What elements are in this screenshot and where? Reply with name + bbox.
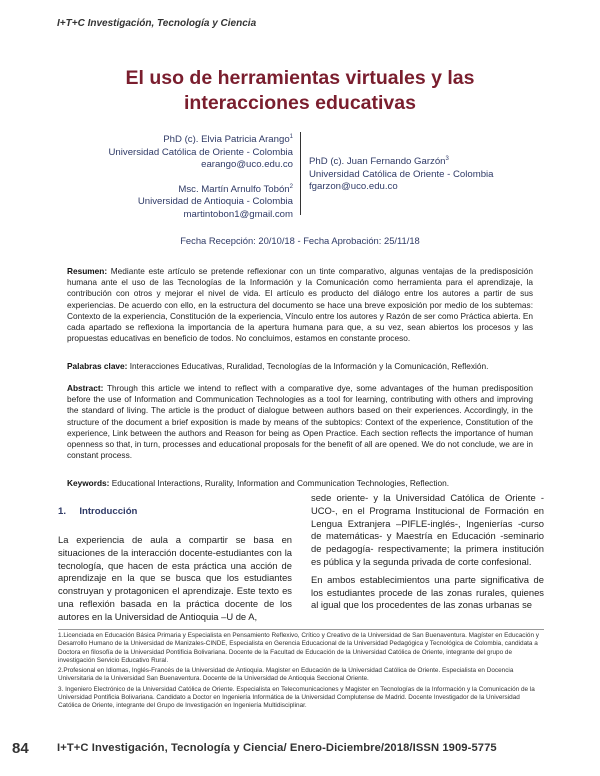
author-divider [300, 132, 301, 215]
keywords-paragraph [67, 478, 533, 489]
footnote-3: 3. Ingeniero Electrónico de la Universidad Católica de Oriente. Especialista en Telecomunicaciones y Magister en Tecnologías de la Información y la Comunicación de la Universidad Pontificia Bolivariana. Candidato a Doctor en Ingeniería Informática de la Universidad Complutense de Madrid. Docente Investigador de la Universidad Católica de Oriente, integrante del Grupo de Investigación en Ingeniería Multidisciplinar. [58, 685, 535, 710]
author-email[interactable]: earango@uco.edu.co [201, 159, 293, 171]
body-column-left [58, 534, 292, 629]
authors-right [309, 153, 494, 194]
resumen-text: Mediante este artículo se pretende reflexionar con un tinte comparativo, algunas ventajas de la predisposición humana ante el uso de las Tecnologías de la Información y la Comunicación como herramienta para el aprendizaje, la contribución con otros y mejorar el nivel de vida. El artículo es producto del diálogo entre los autores a partir de sus experiencias. De acuerdo con ello, en la estructura del documento se hace una breve exposición por medio de los subtemas: Contexto de la experiencia, Constitución de la experiencia, Vínculo entre los autores y Razón de ser como Práctica abierta. En cada apartado se reflexiona la importancia de la apertura humana para que, a su vez, sean abiertos los procesos y las propuestas educativas en beneficio de todos. No concluimos, estamos en constante proceso. [67, 266, 533, 344]
author-email[interactable]: martintobon1@gmail.com [183, 208, 293, 220]
palabras-clave-text: Interacciones Educativas, Ruralidad, Tecnologías de la Información y la Comunicación, Reflexión. [129, 361, 489, 371]
palabras-clave-paragraph [67, 361, 533, 372]
author-email[interactable]: fgarzon@uco.edu.co [309, 181, 398, 193]
author-affiliation: Universidad Católica de Oriente - Colombia [309, 168, 494, 180]
running-header: I+T+C Investigación, Tecnología y Ciencia [57, 18, 257, 29]
footnote-2: 2.Profesional en Idiomas, Inglés-Francés de la Universidad de Antioquia. Magister en Educación de la Universidad Católica de Oriente. Especialista en Docencia Universitaria de la Universidad San Buenaventura. Docente de la Universidad de Antioquia Seccional Oriente. [58, 667, 514, 683]
author-footnote-mark: 3 [445, 156, 449, 162]
author-footnote-mark: 2 [289, 183, 293, 190]
body-paragraph: La experiencia de aula a compartir se basa en situaciones de la interacción docente-estudiantes con la tecnología, que hacen de esta práctica una acción de aprendizaje en la que se busca que los estudiantes construyan y protagonicen el aprendizaje. Este texto es una reflexión basada en la práctica docente de los autores en la Universidad de Antioquia –U de A, [58, 534, 292, 622]
article-title: El uso de herramientas virtuales y las interacciones educativas [125, 67, 475, 114]
resumen-label: Resumen: [67, 266, 108, 276]
resumen-paragraph [67, 266, 533, 344]
page-number: 84 [12, 740, 29, 757]
reception-dates: Fecha Recepción: 20/10/18 - Fecha Aprobación: 25/11/18 [180, 235, 420, 246]
author-2 [109, 181, 294, 222]
author-name: PhD (c). Juan Fernando Garzón [309, 156, 446, 168]
palabras-clave-label: Palabras clave: [67, 361, 128, 371]
section-heading: 1. Introducción [58, 506, 138, 517]
abstract-paragraph [67, 383, 533, 461]
author-1 [109, 131, 294, 172]
author-footnote-mark: 1 [289, 134, 293, 140]
journal-footer: I+T+C Investigación, Tecnología y Ciencia/ Enero-Diciembre/2018/ISSN 1909-5775 [57, 742, 497, 754]
author-affiliation: Universidad Católica de Oriente - Colombia [108, 146, 293, 158]
body-paragraph: sede oriente- y la Universidad Católica de Oriente -UCO-, en el Programa Institucional de Formación en Lengua Extranjera –PIFLE-inglés-, Ingenierías -curso de matemáticas- y Maestría en Educación -seminario de pedagogía- respectivamente; la primera institución es pública y la segunda privada de corte confesional. [311, 492, 544, 567]
author-name: PhD (c). Elvia Patricia Arango [163, 134, 290, 146]
body-column-right [311, 492, 544, 617]
keywords-label: Keywords: [67, 478, 110, 488]
author-affiliation: Universidad de Antioquia - Colombia [137, 196, 293, 208]
abstract-label: Abstract: [67, 383, 104, 393]
author-name: Msc. Martín Arnulfo Tobón [178, 183, 290, 195]
authors-left [109, 131, 294, 221]
keywords-text: Educational Interactions, Rurality, Information and Communication Technologies, Reflection. [111, 478, 450, 488]
abstract-text: Through this article we intend to reflect with a comparative dye, some advantages of the human predisposition before the use of Information and Communication Technologies as a tool for learning, contributing with others and improving the standard of living. The article is the product of dialogue between authors based on their experiences. Accordingly, in the structure of the document a brief exposition is made by means of the subtopics: Context of the experience, Constitution of the experience, Link between the authors and Reason for being as Open Practice. Each section reflects the importance of human openness so that, in turn, processes and educational proposals for the benefit of all are opened. We do not conclude, we are in constant process. [67, 383, 534, 461]
body-paragraph: En ambos establecimientos una parte significativa de los estudiantes procede de las zonas rurales, quienes al igual que los procedentes de las zonas urbanas se [311, 573, 544, 611]
footnote-1: 1.Licenciada en Educación Básica Primaria y Especialista en Pensamiento Reflexivo, Crítico y Creativo de la Universidad de San Buenaventura. Magíster en Educación y Desarrollo Humano de la Universidad de Manizales-CINDE, Especialista en Gerencia Educacional de la Universidad Pedagógica y Tecnológica de Colombia, candidata a Doctora en filosofía de la Universidad Pontificia Bolivariana. Docente de la Facultad de Educación de la Universidad Católica de Oriente, integrante del grupo de investigación Servicio Educativo Rural. [58, 632, 539, 664]
footnotes [58, 629, 544, 713]
author-3 [309, 153, 494, 194]
